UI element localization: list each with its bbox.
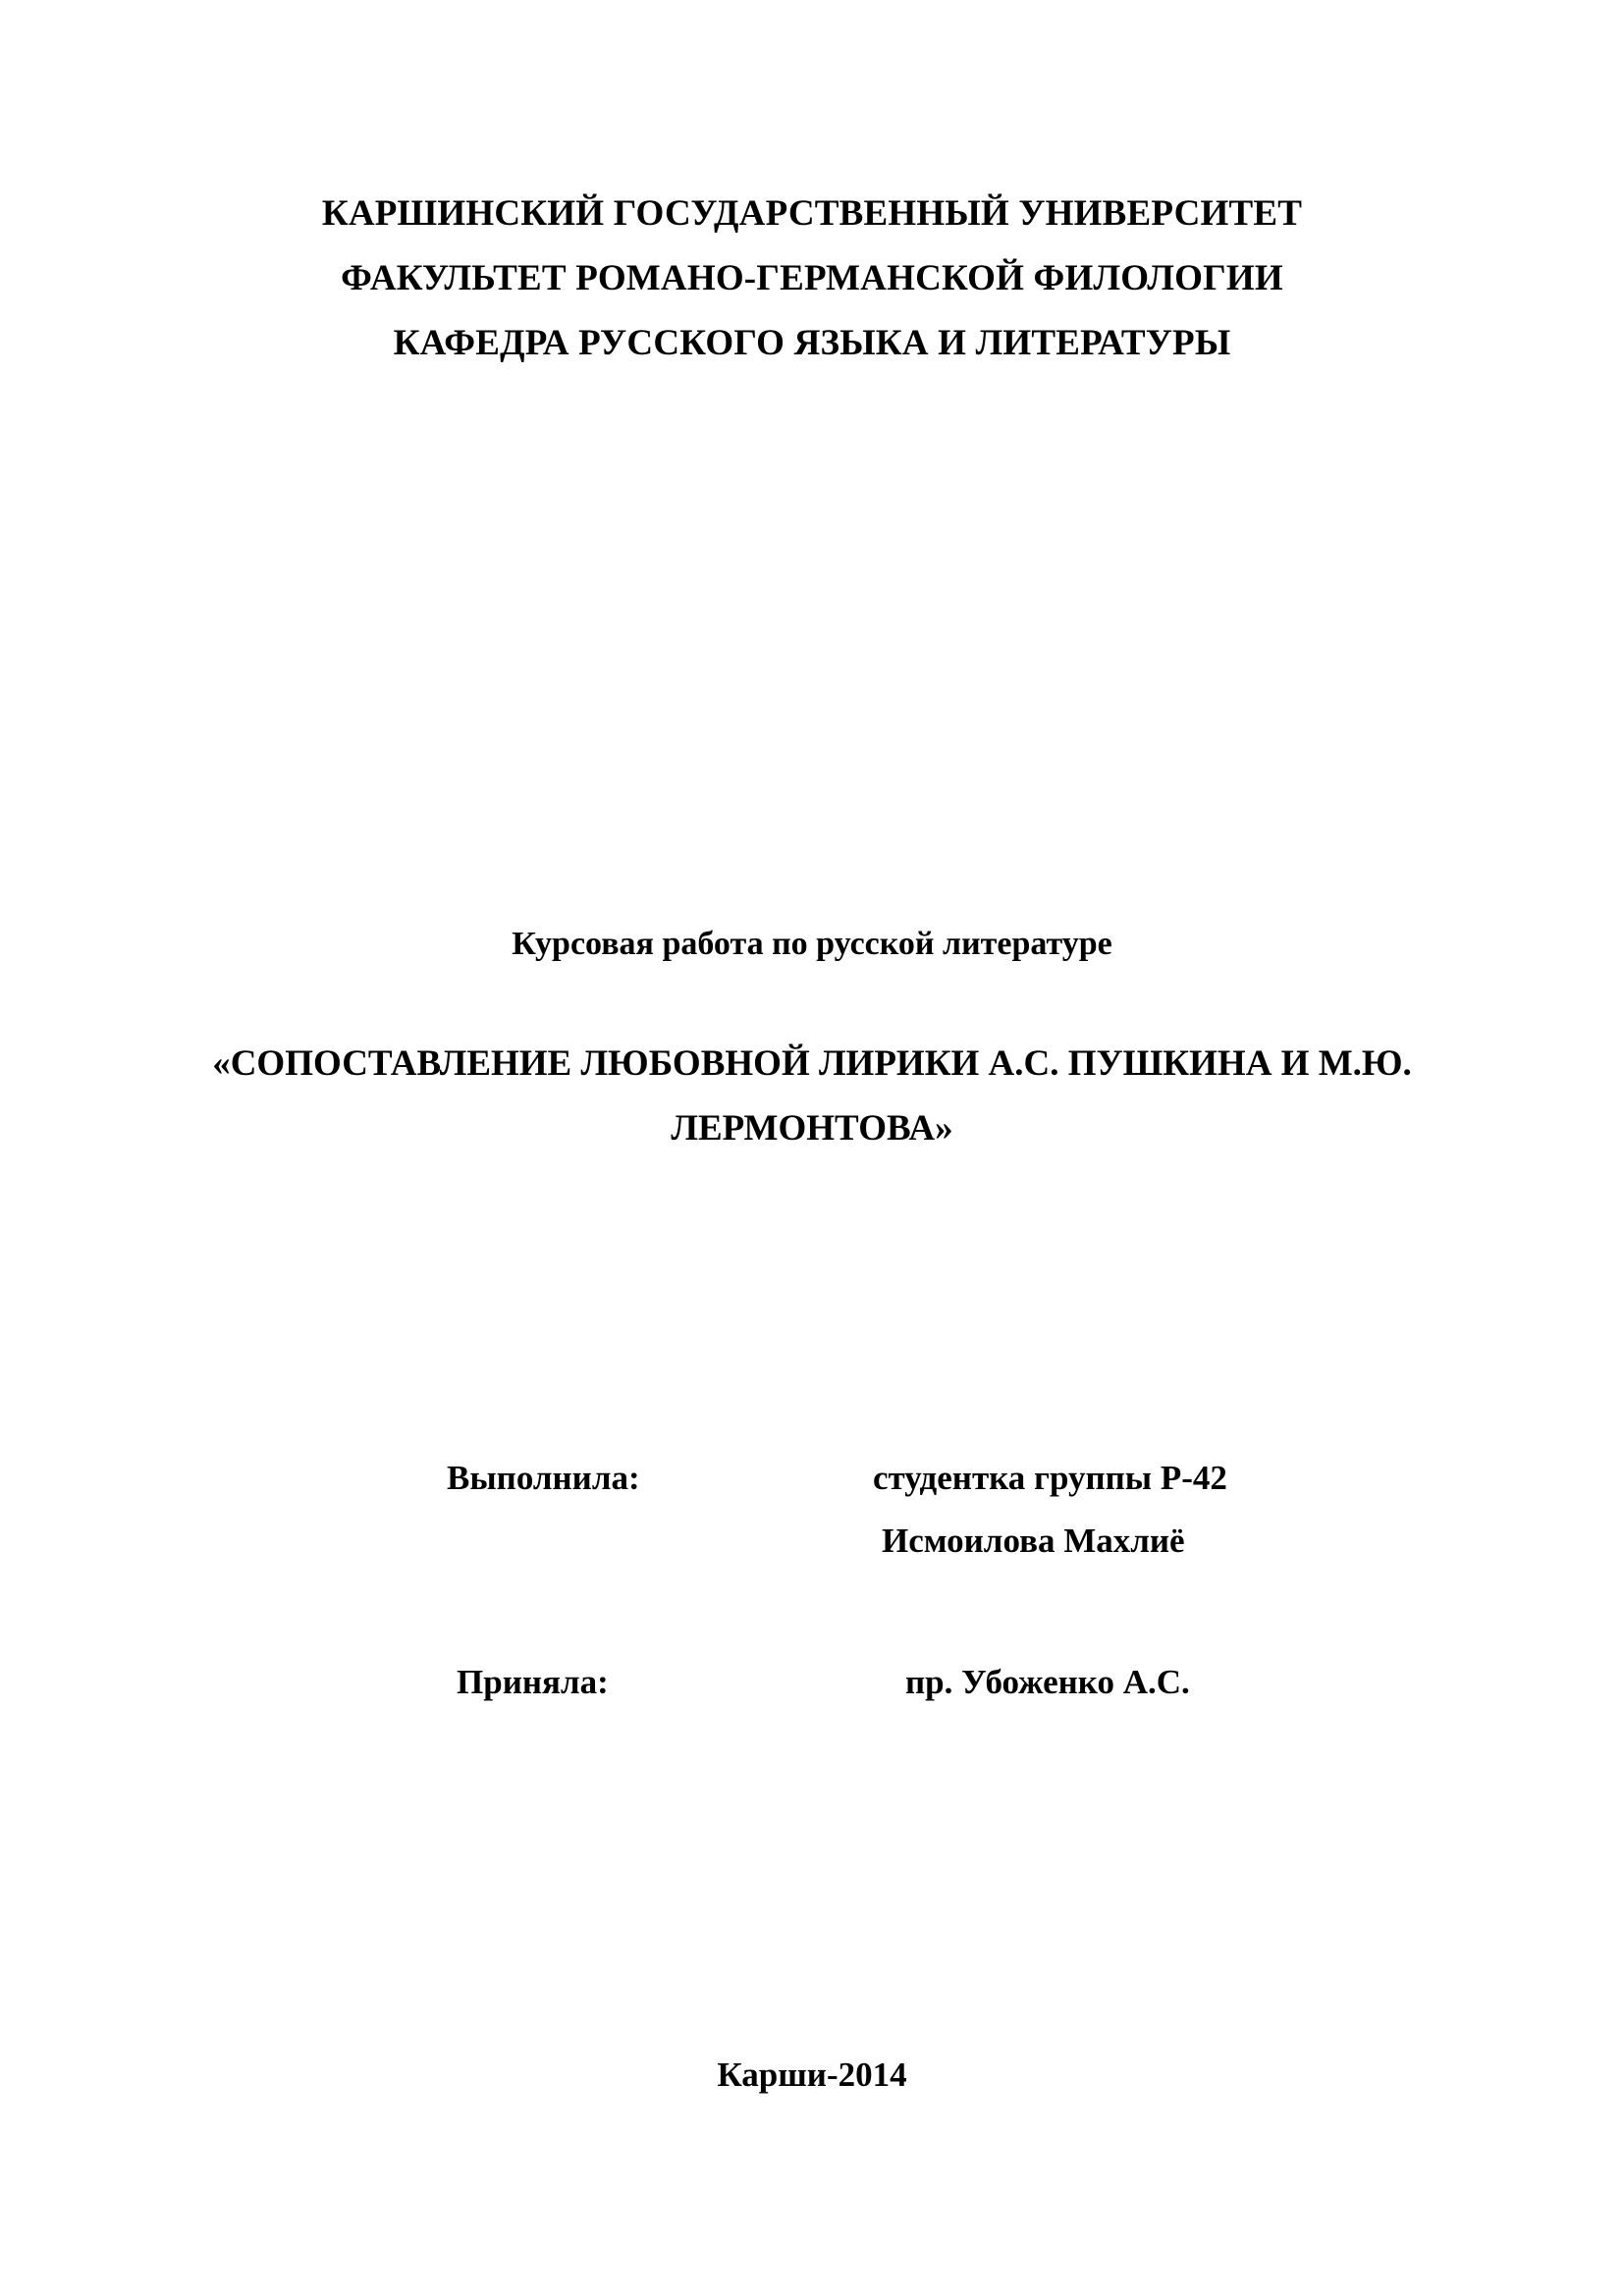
faculty-name: ФАКУЛЬТЕТ РОМАНО-ГЕРМАНСКОЙ ФИЛОЛОГИИ: [341, 258, 1283, 298]
department-name: КАФЕДРА РУССКОГО ЯЗЫКА И ЛИТЕРАТУРЫ: [393, 323, 1231, 363]
work-type: Курсовая работа по русской литературе: [512, 926, 1112, 962]
supervisor-label: Приняла:: [457, 1663, 609, 1701]
author-name: Исмоилова Махлиё: [882, 1522, 1185, 1560]
university-name: КАРШИНСКИЙ ГОСУДАРСТВЕННЫЙ УНИВЕРСИТЕТ: [321, 193, 1303, 234]
work-title-line-2: ЛЕРМОНТОВА»: [671, 1108, 953, 1148]
work-title-line-1: «СОПОСТАВЛЕНИЕ ЛЮБОВНОЙ ЛИРИКИ А.С. ПУШКИНА И М.Ю.: [212, 1043, 1412, 1084]
author-label: Выполнила:: [447, 1459, 640, 1497]
author-group: студентка группы Р-42: [873, 1459, 1227, 1497]
city-year: Карши-2014: [717, 2056, 907, 2094]
supervisor-name: пр. Убоженко А.С.: [905, 1663, 1190, 1701]
